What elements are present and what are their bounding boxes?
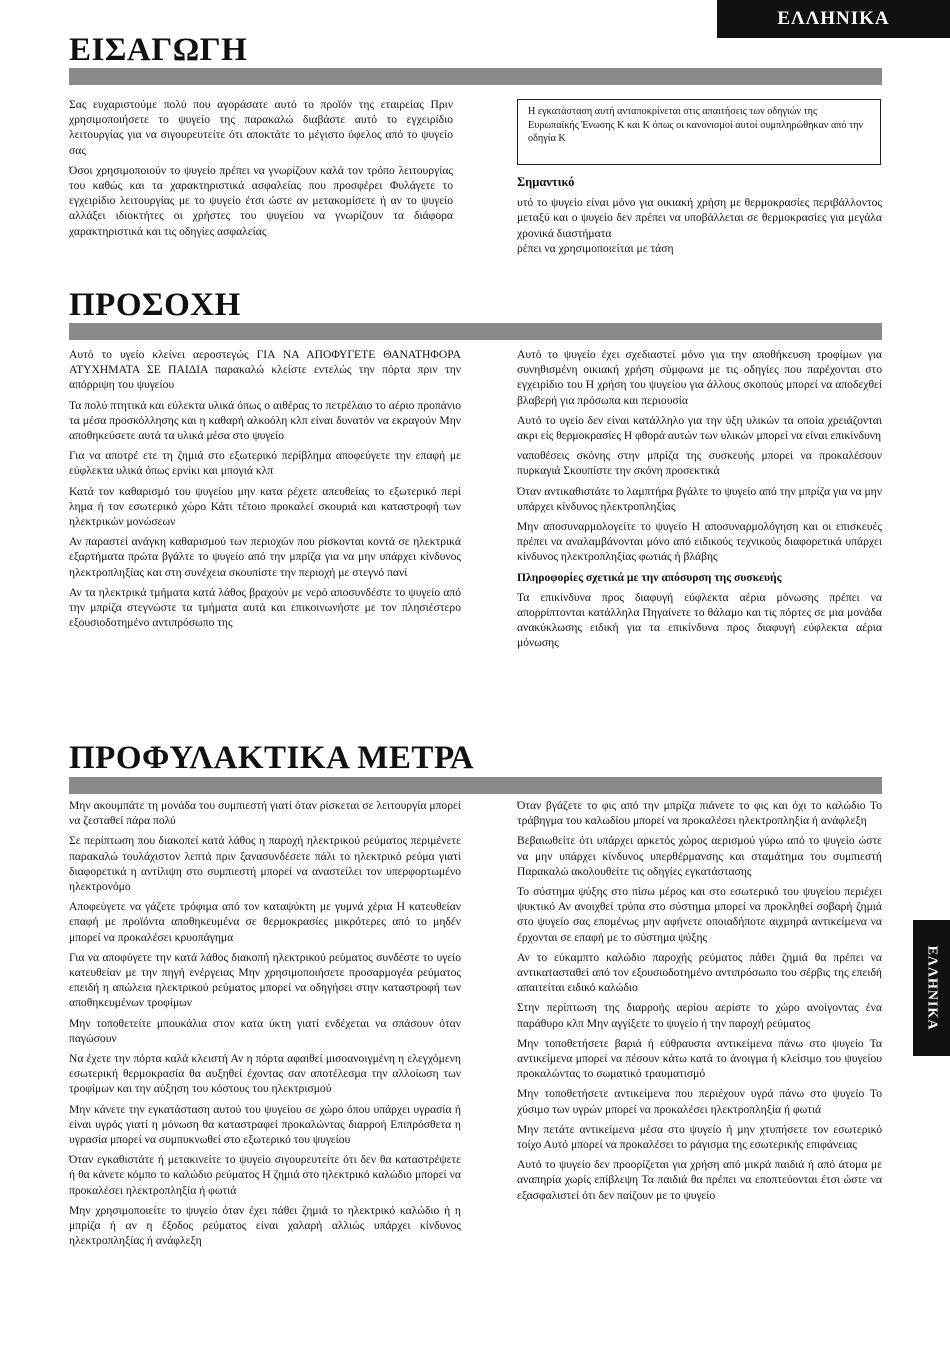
important-section [517, 175, 882, 256]
language-tab [717, 0, 950, 38]
eu-compliance-notice [517, 99, 881, 165]
caution-item: Όταν αντικαθιστάτε το λαμπτήρα βγάλτε το ψυγείο από την μπρίζα για να μην υπάρχει κίνδυνος ηλεκτροπληξίας [517, 484, 882, 513]
precaution-item: Να έχετε την πόρτα καλά κλειστή Αν η πόρτα αφαιθεί μισοανοιγμένη η ελεγχόμενη εσωτερική θερμοκρασία θα αυξηθεί έχοντας σαν αποτέλεσμα την αλλοίωση των τροφίμων και την αύξηση του κόστους του ηλεκτρισμού [69, 1052, 461, 1096]
precautions-heading: ΠΡΟΦΥΛΑΚΤΙΚΑ ΜΕΤΡΑ [69, 740, 475, 776]
precaution-item: Μην ακουμπάτε τη μονάδα του συμπιεστή γιατί όταν ρίσκεται σε λειτουργία μπορεί να ζεσταθεί πάρα πολύ [69, 799, 461, 828]
caution-item: Αν παραστεί ανάγκη καθαρισμού των περιοχών που ρίσκονται κοντά σε ηλεκτρικά εξαρτήματα πρώτα βγάλτε το ψυγείο από την μπρίζα για να μην υπάρχει κίνδυνος ηλεκτροπληξίας και στη συνέχεια σκουπίστε την περιοχή με στεγνό πανί [69, 535, 461, 579]
precaution-item: Μην χρησιμοποιείτε το ψυγείο όταν έχει πάθει ζημιά το ηλεκτρικό καλώδιο ή η μπρίζα ή αν η έξοδος ρεύματος είναι χαλαρή αλλιώς υπάρχει κίνδυνος ηλεκτροπληξίας ή ανάφλεξη [69, 1203, 461, 1248]
important-heading: Σημαντικό [517, 175, 575, 189]
caution-item: Τα πολύ πτητικά και εύλεκτα υλικά όπως ο αιθέρας το πετρέλαιο το αέριο προπάνιο τα μέσα προσκόλλησης και η καθαρή αλκοόλη κλπ είναι δυνατόν να εκραγούν Μην αποθηκεύσετε αυτά τα υλικά μέσα στο ψυγείο [69, 398, 461, 443]
caution-item: Αν τα ηλεκτρικά τμήματα κατά λάθος βραχούν με νερό αποσυνδέστε το ψυγείο από την μπρίζα στεγνώστε τα τμήματα αυτά και επικοινωνήστε με τον πλησιέστερο εξουσιοδοτημένο αντιπρόσωπο της [69, 585, 461, 630]
precaution-item: Μην πετάτε αντικείμενα μέσα στο ψυγείο ή μην χτυπήσετε τον εσωτερικό τοίχο Αυτό μπορεί να προκαλέσει το ράγισμα της εσωτερικής επιφάνειας [517, 1122, 882, 1152]
precaution-item: Όταν εγκαθιστάτε ή μετακινείτε το ψυγείο σιγουρευτείτε ότι δεν θα καταστρέψετε ή θα κάνετε κόμπο το καλώδιο ρεύματος Η ζημιά στο ηλεκτρικό καλώδιο μπορεί να προκαλέσει ηλεκτροπληξία ή φωτιά [69, 1153, 461, 1197]
precaution-item: Σε περίπτωση που διακοπεί κατά λάθος η παροχή ηλεκτρικού ρεύματος περιμένετε παρακαλώ τουλάχιστον λεπτά πριν ξανασυνδέσετε πάλι το ηλεκτρικό ρεύμα γιατί διαφορετικά η αντίλιψη στο συμπιεστή μπορεί να αναστείλει τον υπερφορτωμένο ηλεκτρονόμο [69, 834, 461, 894]
side-language-tab-label: ΕΛΛΗΝΙΚΑ [924, 945, 940, 1031]
precaution-item: Μην τοποθετήσετε αντικείμενα που περιέχουν υγρά πάνω στο ψυγείο Το χύσιμο των υγρών μπορεί να προκαλέσει ηλεκτροπληξία ή φωτιά [517, 1087, 882, 1116]
caution-item: Αυτό το υγείο δεν είναι κατάλληλο για την ύξη υλικών τα οποία χρειάζονται ακρι είς θερμοκρασίες Η φθορά αυτών των υλικών μπορεί να είναι επικίνδυνη [517, 413, 882, 443]
intro-paragraph: Όσοι χρησιμοποιούν το ψυγείο πρέπει να γνωρίζουν καλά τον τρόπο λειτουργίας του καθώς και τα χαρακτηριστικά ασφαλείας που προσφέρει Φυλάγετε το εγχειρίδιο λειτουργίας με το ψυγείο έτσι ώστε αν μετακομίσετε ή αν το ψυγείο αλλάξει ιδιοκτήτες οι χρήστες του ψυγείου να γνωρίζουν τα διάφορα χαρακτηριστικά και τις οδηγίες ασφαλείας [69, 163, 453, 238]
caution-item: Αυτό το ψυγείο έχει σχεδιαστεί μόνο για την αποθήκευση τροφίμων για συνηθισμένη οικιακή χρήση σύμφωνα με τις οδηγίες που παρέχονται στο εγχειρίδιο του Η χρήση του ψυγείου για άλλους σκοπούς μπορεί να αποδεχθεί βλαβερή για πρόσωπα και περιουσία [517, 348, 882, 407]
precaution-item: Για να αποφύγετε την κατά λάθος διακοπή ηλεκτρικού ρεύματος συνδέστε το υγείο κατευθείαν με την πηγή ενέργειας Μην χρησιμοποιήσετε προσαρμογέα ρεύματος επειδή η απώλεια ηλεκτρικού ρεύματος μπορεί να οδηγήσει στην καταστροφή των αποθηκευμένων τροφίμων [69, 950, 461, 1010]
intro-divider-bar [69, 68, 882, 85]
precaution-item: Βεβαιωθείτε ότι υπάρχει αρκετός χώρος αερισμού γύρω από το ψυγείο ώστε να μην υπάρχει κίνδυνος υπερθέρμανσης και σταμάτημα του συμπιεστή Παρακαλώ ακολουθείτε τις οδηγίες εγκατάστασης [517, 834, 882, 878]
disposal-heading: Πληροφορίες σχετικά με την απόσυρση της συσκευής [517, 570, 782, 584]
important-paragraph: υτό το ψυγείο είναι μόνο για οικιακή χρήση με θερμοκρασίες περιβάλλοντος μεταξύ και ο ψυγείο δεν πρέπει να υποβάλλεται σε θερμοκρασίες για μεγάλα χρονικά διαστήματα [517, 196, 882, 240]
caution-heading: ΠΡΟΣΟΧΗ [69, 287, 241, 323]
caution-item: Για να αποτρέ ετε τη ζημιά στο εξωτερικό περίβλημα αποφεύγετε την επαφή με εύφλεκτα υλικά όπως ερνίκι και μπογιά κλπ [69, 449, 461, 478]
precautions-right-column [517, 798, 882, 1208]
language-tab-label: ΕΛΛΗΝΙΚΑ [777, 8, 890, 29]
caution-item: Κατά τον καθαρισμό του ψυγείου μην κατα ρέχετε απευθείας το εξωτερικό περί λημα ή τον εσωτερικό χώρο Κάτι τέτοιο προκαλεί σκουριά και καταστροφή των ηλεκτρικών μονώσεων [69, 484, 461, 529]
caution-left-column [69, 347, 461, 635]
important-paragraph: ρέπει να χρησιμοποιείται με τάση [517, 241, 674, 255]
precaution-item: Αν το εύκαμπτο καλώδιο παροχής ρεύματος πάθει ζημιά θα πρέπει να αντικατασταθεί από τον εξουσιοδοτημένο αντιπρόσωπο του σέρβις της επειδή απαιτείται ειδικό καλώδιο [517, 950, 882, 995]
disposal-paragraph: Τα επικίνδυνα προς διαφυγή εύφλεκτα αέρια μόνωσης πρέπει να απορρίπτονται κατάλληλα Πηγαίνετε το θάλαμο και τις πόρτες σε μια μονάδα ανακύκλωσης ειδική για τα επικίνδυνα προς διαφυγή εύφλεκτα αέρια μόνωσης [517, 590, 882, 650]
caution-right-column [517, 347, 882, 656]
precaution-item: Το σύστημα ψύξης στο πίσω μέρος και στο εσωτερικό του ψυγείου περιέχει ψυκτικό Αν ανοιχθεί τρύπα στο σύστημα μπορεί να προκληθεί σοβαρή ζημιά στο ψυγείο σας επομένως μην αφήνετε οποιαδήποτε αιχμηρά αντικείμενα να έρχονται σε επαφή με το σύστημα ψύξης [517, 885, 882, 944]
precaution-item: Μην κάνετε την εγκατάσταση αυτού του ψυγείου σε χώρο όπου υπάρχει υγρασία ή είναι υγρός γιατί η μόνωση θα καταστραφεί προκαλώντας διαρροή Επιπρόσθετα η υγρασία μπορεί να συμπυκνωθεί στο εξωτερικό του ψυγείου [69, 1102, 461, 1147]
precaution-item: Στην περίπτωση της διαρροής αερίου αερίστε το χώρο ανοίγοντας ένα παράθυρο κλπ Μην αγγίξετε το ψυγείο ή την παροχή ρεύματος [517, 1001, 882, 1030]
precaution-item: Αυτό το ψυγείο δεν προορίζεται για χρήση από μικρά παιδιά ή από άτομα με αναπηρία χωρίς επίβλεψη Τα παιδιά θα πρέπει να εποπτεύονται έτσι ώστε να εξασφαλιστεί ότι δεν παίζουν με το ψυγείο [517, 1158, 882, 1202]
caution-item: Μην αποσυναρμολογείτε το ψυγείο Η αποσυναρμολόγηση και οι επισκευές πρέπει να αναλαμβάνονται μόνο από ειδικούς τεχνικούς διαφορετικά υπάρχει κίνδυνος ηλεκτροπληξίας φωτιάς ή βλάβης [517, 520, 882, 564]
side-language-tab [913, 920, 950, 1056]
precaution-item: Αποφεύγετε να γάζετε τρόφιμα από τον καταψύκτη με γυμνά χέρια Η κατευθείαν επαφή με προϊόντα αποθηκευμένα σε θερμοκρασίες μικρότερες από το μηδέν μπορεί να προκαλέσει κρυοπάγημα [69, 900, 461, 944]
intro-left-column [69, 97, 453, 244]
intro-heading: ΕΙΣΑΓΩΓΗ [69, 32, 248, 68]
eu-compliance-text: Η εγκατάσταση αυτή ανταποκρίνεται στις απαιτήσεις των οδηγιών της Ευρωπαϊκής Ένωσης Κ και Κ όπως οι κανονισμοί αυτοί συμπληρώθηκαν από την οδηγία Κ [528, 106, 864, 144]
precautions-left-column [69, 798, 461, 1253]
caution-divider-bar [69, 323, 882, 340]
precaution-item: Όταν βγάζετε το φις από την μπρίζα πιάνετε το φις και όχι το καλώδιο Το τράβηγμα του καλωδίου μπορεί να προκαλέσει ηλεκτροπληξία ή ανάφλεξη [517, 799, 882, 828]
intro-paragraph: Σας ευχαριστούμε πολύ που αγοράσατε αυτό το προϊόν της εταιρείας Πριν χρησιμοποιήσετε το ψυγείο της παρακαλώ διαβάστε αυτό το εγχειρίδιο λειτουργίας για να σιγουρευτείτε ότι αποκτάτε το μέγιστο όφελος από το ψυγείο σας [69, 98, 453, 157]
precaution-item: Μην τοποθετήσετε βαριά ή εύθραυστα αντικείμενα πάνω στο ψυγείο Τα αντικείμενα μπορεί να πέσουν κάτω κατά το άνοιγμα ή κλείσιμο του ψυγείου προκαλώντας το σωματικό τραυματισμό [517, 1036, 882, 1081]
precaution-item: Μην τοποθετείτε μπουκάλια στον κατα ύκτη γιατί ενδέχεται να σπάσουν όταν παγώσουν [69, 1016, 461, 1045]
caution-item: ναποθέσεις σκόνης στην μπρίζα της συσκευής μπορεί να προκαλέσουν πυρκαγιά Σκουπίστε την σκόνη προσεκτικά [517, 449, 882, 478]
precautions-divider-bar [69, 777, 882, 794]
caution-item: Αυτό το υγείο κλείνει αεροστεγώς ΓΙΑ ΝΑ ΑΠΟΦΥΓΕΤΕ ΘΑΝΑΤΗΦΟΡΑ ΑΤΥΧΗΜΑΤΑ ΣΕ ΠΑΙΔΙΑ παρακαλώ κλείστε εντελώς την πόρτα πριν την απόρριψη του ψυγείου [69, 348, 461, 392]
